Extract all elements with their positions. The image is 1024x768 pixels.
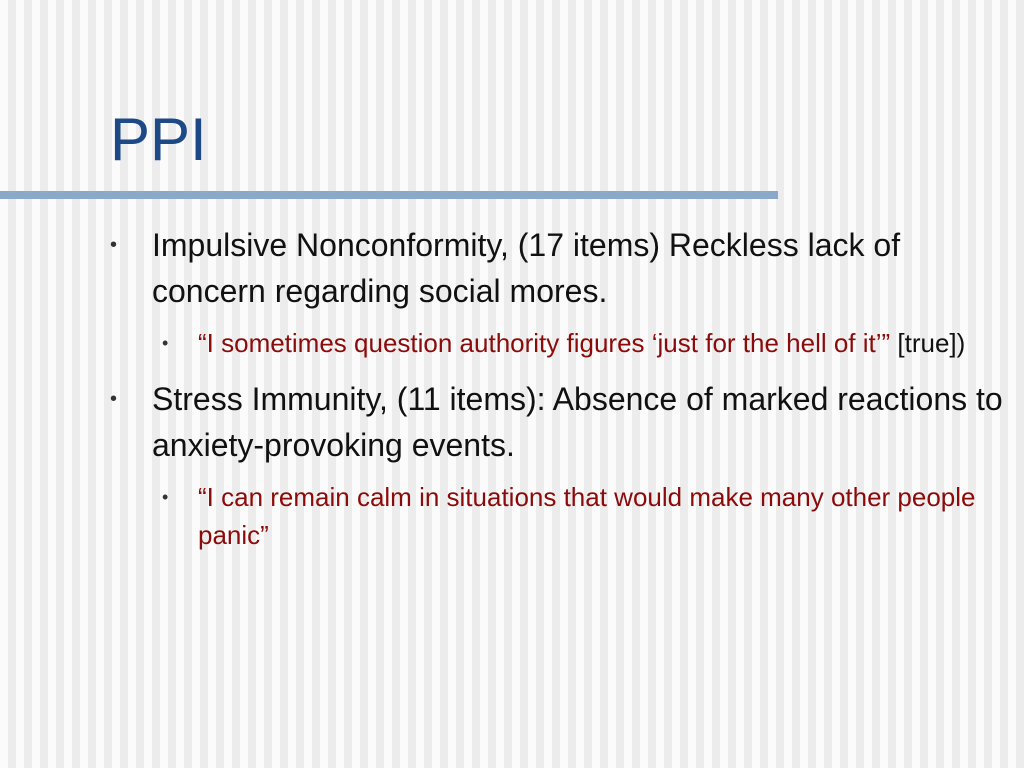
title-underline [0, 191, 778, 199]
bullet-item-impulsive-nonconformity [110, 222, 1010, 314]
slide-title: PPI [110, 106, 207, 173]
bullet-text: Impulsive Nonconformity, (17 items) Reckless lack of concern regarding social mores. [152, 227, 901, 309]
sub-bullet-icon: • [162, 333, 169, 353]
quote-tail: [true]) [890, 328, 966, 358]
sub-bullet-item-quote [110, 324, 1010, 362]
sub-bullet-item-quote [110, 478, 1010, 554]
sub-bullet-icon: • [162, 487, 169, 507]
bullet-text: Stress Immunity, (11 items): Absence of marked reactions to anxiety-provoking events. [152, 381, 1003, 463]
quote-text: “I can remain calm in situations that would make many other people panic” [198, 482, 976, 550]
bullet-item-stress-immunity [110, 376, 1010, 468]
quote-text: “I sometimes question authority figures ‘just for the hell of it’” [198, 328, 891, 358]
bullet-icon: • [110, 234, 118, 256]
bullet-icon: • [110, 388, 118, 410]
slide-content [110, 222, 1010, 568]
